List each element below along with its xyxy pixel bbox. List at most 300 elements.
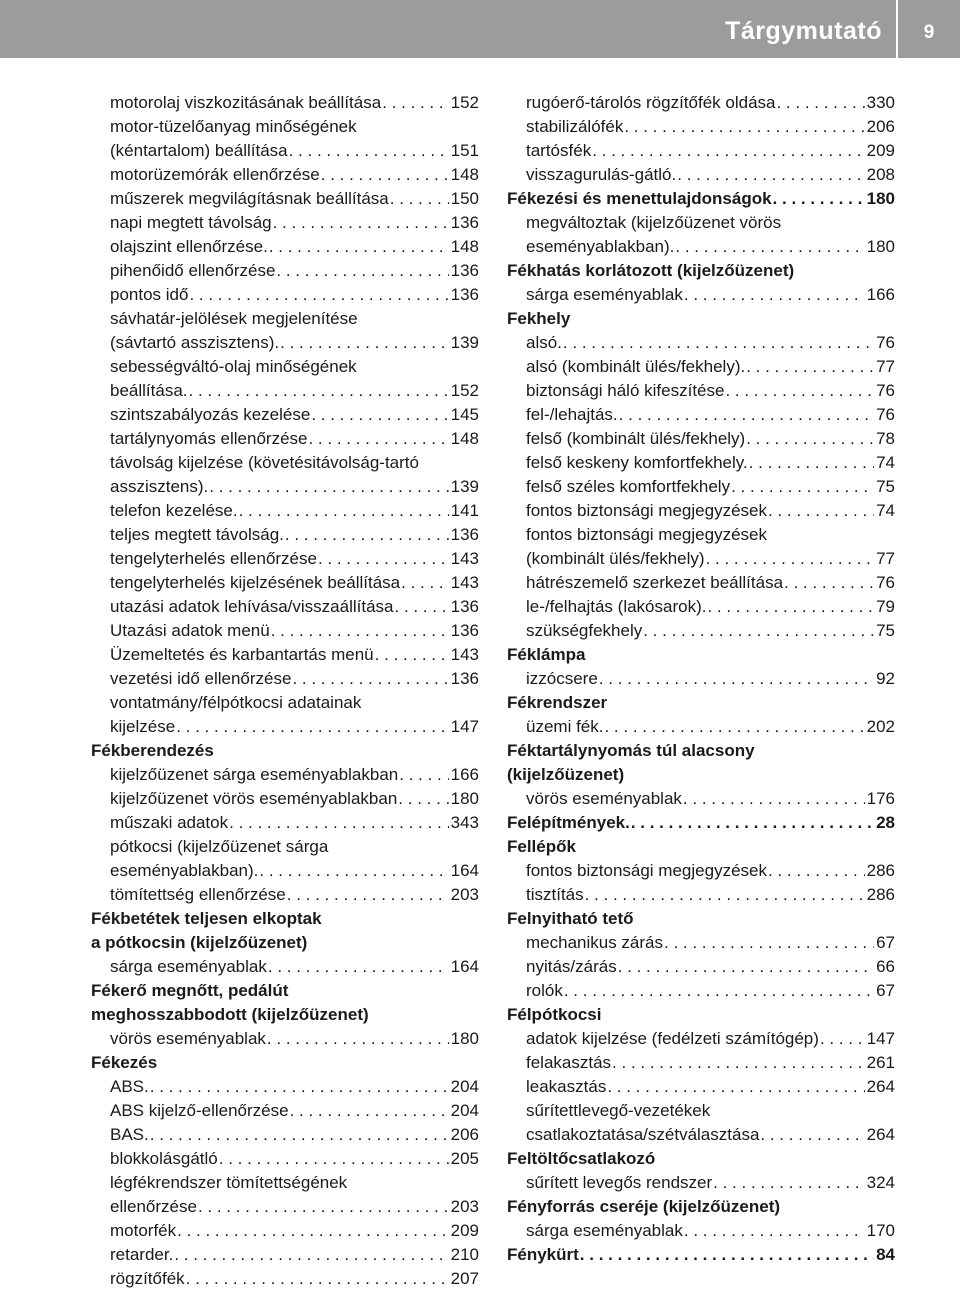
dot-leader: [730, 475, 874, 499]
index-entry: [507, 955, 895, 979]
page-reference: 207: [450, 1269, 479, 1288]
entry-text: napi megtett távolság: [110, 213, 272, 232]
index-entry: [91, 283, 479, 307]
dot-leader: [268, 235, 449, 259]
entry-text: sebességváltó-olaj minőségének: [110, 357, 357, 376]
dot-leader: [584, 883, 865, 907]
index-entry: [91, 643, 479, 667]
entry-text: rögzítőfék: [110, 1269, 185, 1288]
index-entry: [507, 211, 895, 235]
entry-text: Felépítmények.: [507, 813, 630, 832]
entry-text: Féklámpa: [507, 645, 586, 664]
index-entry: [507, 403, 895, 427]
page-reference: 136: [450, 213, 479, 232]
entry-text: Fénykürt: [507, 1245, 579, 1264]
page-reference: 208: [866, 165, 895, 184]
dot-leader: [270, 619, 449, 643]
entry-text: Félpótkocsi: [507, 1005, 602, 1024]
entry-text: vontatmány/félpótkocsi adatainak: [110, 693, 362, 712]
page-reference: 203: [450, 885, 479, 904]
page-reference: 148: [450, 429, 479, 448]
index-heading: [91, 739, 479, 763]
entry-text: sűrítettlevegő-vezetékek: [526, 1101, 711, 1120]
index-entry: [91, 331, 479, 355]
entry-text: olajszint ellenőrzése.: [110, 237, 268, 256]
dot-leader: [310, 403, 448, 427]
index-entry: [91, 1147, 479, 1171]
entry-text: üzemi fék.: [526, 717, 604, 736]
entry-text: Fellépők: [507, 837, 576, 856]
dot-leader: [767, 499, 874, 523]
entry-text: szintszabályozás kezelése: [110, 405, 311, 424]
page-reference: 77: [876, 357, 895, 376]
dot-leader: [767, 859, 865, 883]
entry-text: biztonsági háló kifeszítése: [526, 381, 725, 400]
entry-text: meghosszabbodott (kijelzőüzenet): [91, 1005, 369, 1024]
index-entry: [91, 1267, 479, 1291]
entry-text: nyitás/zárás: [526, 957, 617, 976]
index-column-right: [507, 91, 895, 1267]
index-entry: [91, 307, 479, 331]
index-entry: [507, 451, 895, 475]
entry-text: BAS.: [110, 1125, 149, 1144]
page-reference: 264: [866, 1077, 895, 1096]
entry-text: fontos biztonsági megjegyzések: [526, 501, 767, 520]
entry-text: vörös eseményablak: [526, 789, 682, 808]
page-reference: 75: [876, 477, 895, 496]
entry-text: eseményablakban).: [110, 861, 259, 880]
dot-leader: [291, 667, 448, 691]
entry-text: tömítettség ellenőrzése: [110, 885, 286, 904]
index-heading: [507, 811, 895, 835]
index-entry: [507, 715, 895, 739]
index-heading: [507, 835, 895, 859]
index-entry: [91, 1099, 479, 1123]
index-entry: [91, 859, 479, 883]
page-reference: 148: [450, 237, 479, 256]
entry-text: stabilizálófék: [526, 117, 624, 136]
entry-text: retarder.: [110, 1245, 174, 1264]
dot-leader: [258, 859, 448, 883]
dot-leader: [623, 115, 864, 139]
entry-text: (kijelzőüzenet): [507, 765, 625, 784]
entry-text: adatok kijelzése (fedélzeti számítógép): [526, 1029, 819, 1048]
index-entry: [91, 235, 479, 259]
index-entry: [91, 1123, 479, 1147]
page-reference: 76: [876, 573, 895, 592]
dot-leader: [275, 259, 448, 283]
dot-leader: [284, 523, 449, 547]
dot-leader: [562, 331, 874, 355]
page-reference: 170: [866, 1221, 895, 1240]
dot-leader: [228, 811, 449, 835]
dot-leader: [397, 787, 448, 811]
entry-text: Féktartálynyomás túl alacsony: [507, 741, 755, 760]
entry-text: megváltoztak (kijelzőüzenet vörös: [526, 213, 782, 232]
dot-leader: [185, 1267, 449, 1291]
dot-leader: [759, 1123, 864, 1147]
page-reference: 261: [866, 1053, 895, 1072]
index-entry: [91, 619, 479, 643]
dot-leader: [705, 547, 875, 571]
page-reference: 180: [450, 1029, 479, 1048]
entry-text: (kombinált ülés/fekhely): [526, 549, 705, 568]
index-entry: [91, 1075, 479, 1099]
entry-text: hátrészemelő szerkezet beállítása: [526, 573, 784, 592]
index-entry: [91, 211, 479, 235]
dot-leader: [772, 187, 865, 211]
entry-text: sávhatár-jelölések megjelenítése: [110, 309, 358, 328]
index-entry: [91, 763, 479, 787]
entry-text: vezetési idő ellenőrzése: [110, 669, 292, 688]
page-reference: 76: [876, 381, 895, 400]
index-entry: [507, 355, 895, 379]
page-reference: 139: [450, 477, 479, 496]
page-reference: 166: [450, 765, 479, 784]
dot-leader: [286, 883, 449, 907]
index-entry: [507, 475, 895, 499]
index-entry: [507, 331, 895, 355]
index-entry: [91, 379, 479, 403]
entry-text: pontos idő: [110, 285, 189, 304]
dot-leader: [149, 1123, 449, 1147]
dot-leader: [712, 1171, 864, 1195]
page-header: [0, 0, 960, 58]
dot-leader: [598, 667, 874, 691]
entry-text: teljes megtett távolság.: [110, 525, 284, 544]
entry-text: Felnyitható tető: [507, 909, 634, 928]
entry-text: pótkocsi (kijelzőüzenet sárga: [110, 837, 329, 856]
dot-leader: [176, 1219, 448, 1243]
entry-text: ABS.: [110, 1077, 149, 1096]
index-entry: [507, 571, 895, 595]
page-reference: 205: [450, 1149, 479, 1168]
dot-leader: [289, 1099, 449, 1123]
index-entry: [507, 787, 895, 811]
dot-leader: [389, 187, 449, 211]
index-entry: [91, 811, 479, 835]
entry-text: asszisztens).: [110, 477, 209, 496]
page-reference: 28: [876, 813, 895, 832]
entry-text: kijelzőüzenet sárga eseményablakban: [110, 765, 399, 784]
index-heading: [507, 1243, 895, 1267]
page-reference: 180: [450, 789, 479, 808]
page-reference: 74: [876, 501, 895, 520]
entry-text: tartósfék: [526, 141, 592, 160]
index-entry: [507, 163, 895, 187]
entry-text: izzócsere: [526, 669, 598, 688]
dot-leader: [676, 163, 864, 187]
page-reference: 84: [876, 1245, 895, 1264]
index-heading: [507, 763, 895, 787]
page-reference: 180: [866, 237, 895, 256]
index-heading: [507, 907, 895, 931]
index-column-left: [91, 91, 479, 1291]
index-entry: [507, 1123, 895, 1147]
entry-text: kijelzése: [110, 717, 176, 736]
page-reference: 66: [876, 957, 895, 976]
page-reference: 147: [450, 717, 479, 736]
index-entry: [91, 139, 479, 163]
dot-leader: [579, 1243, 874, 1267]
index-entry: [91, 91, 479, 115]
index-heading: [91, 979, 479, 1003]
entry-text: rugóerő-tárolós rögzítőfék oldása: [526, 93, 776, 112]
index-entry: [507, 235, 895, 259]
page-reference: 77: [876, 549, 895, 568]
index-entry: [91, 427, 479, 451]
dot-leader: [783, 571, 874, 595]
entry-text: Feltöltőcsatlakozó: [507, 1149, 656, 1168]
index-entry: [507, 1027, 895, 1051]
dot-leader: [374, 643, 449, 667]
entry-text: sárga eseményablak: [110, 957, 267, 976]
index-entry: [507, 931, 895, 955]
index-entry: [91, 475, 479, 499]
entry-text: ABS kijelző-ellenőrzése: [110, 1101, 289, 1120]
entry-text: műszerek megvilágításnak beállítása: [110, 189, 389, 208]
index-entry: [507, 1171, 895, 1195]
index-entry: [507, 1051, 895, 1075]
entry-text: Fényforrás cseréje (kijelzőüzenet): [507, 1197, 781, 1216]
entry-text: fel-/lehajtás.: [526, 405, 618, 424]
index-entry: [91, 355, 479, 379]
index-entry: [91, 595, 479, 619]
dot-leader: [398, 763, 448, 787]
entry-text: mechanikus zárás: [526, 933, 664, 952]
dot-leader: [683, 1219, 865, 1243]
page-reference: 206: [450, 1125, 479, 1144]
index-heading: [507, 1003, 895, 1027]
dot-leader: [307, 427, 448, 451]
dot-leader: [173, 1243, 448, 1267]
entry-text: Fékezés: [91, 1053, 158, 1072]
entry-text: Fékrendszer: [507, 693, 608, 712]
dot-leader: [683, 283, 865, 307]
dot-leader: [674, 235, 864, 259]
page-reference: 143: [450, 645, 479, 664]
dot-leader: [218, 1147, 449, 1171]
page-reference: 209: [450, 1221, 479, 1240]
dot-leader: [724, 379, 874, 403]
dot-leader: [745, 427, 874, 451]
entry-text: tartálynyomás ellenőrzése: [110, 429, 308, 448]
entry-text: Utazási adatok menü: [110, 621, 270, 640]
entry-text: motorfék: [110, 1221, 177, 1240]
entry-text: (kéntartalom) beállítása: [110, 141, 288, 160]
index-entry: [91, 1195, 479, 1219]
entry-text: szükségfekhely: [526, 621, 643, 640]
entry-text: leakasztás: [526, 1077, 607, 1096]
index-heading: [507, 643, 895, 667]
index-heading: [507, 307, 895, 331]
entry-text: sűrített levegős rendszer: [526, 1173, 713, 1192]
entry-text: vörös eseményablak: [110, 1029, 266, 1048]
entry-text: alsó.: [526, 333, 562, 352]
index-entry: [507, 91, 895, 115]
page-reference: 264: [866, 1125, 895, 1144]
index-entry: [507, 595, 895, 619]
entry-text: pihenőidő ellenőrzése: [110, 261, 276, 280]
page-reference: 67: [876, 981, 895, 1000]
entry-text: légfékrendszer tömítettségének: [110, 1173, 348, 1192]
page-reference: 330: [866, 93, 895, 112]
index-entry: [91, 115, 479, 139]
entry-text: felső keskeny komfortfekhely.: [526, 453, 748, 472]
dot-leader: [317, 547, 449, 571]
page-reference: 152: [450, 93, 479, 112]
dot-leader: [175, 715, 448, 739]
entry-text: motorolaj viszkozitásának beállítása: [110, 93, 382, 112]
entry-text: távolság kijelzése (követésitávolság-tartó: [110, 453, 419, 472]
entry-text: felakasztás: [526, 1053, 612, 1072]
index-heading: [91, 1051, 479, 1075]
entry-text: felső (kombinált ülés/fekhely): [526, 429, 746, 448]
entry-text: a pótkocsin (kijelzőüzenet): [91, 933, 308, 952]
entry-text: motor-tüzelőanyag minőségének: [110, 117, 357, 136]
page-reference: 206: [866, 117, 895, 136]
index-entry: [507, 283, 895, 307]
index-entry: [91, 259, 479, 283]
entry-text: Fékerő megnőtt, pedálút: [91, 981, 289, 1000]
dot-leader: [706, 595, 874, 619]
entry-text: csatlakoztatása/szétválasztása: [526, 1125, 760, 1144]
index-entry: [507, 379, 895, 403]
dot-leader: [149, 1075, 449, 1099]
entry-text: Fekhely: [507, 309, 571, 328]
entry-text: visszagurulás-gátló.: [526, 165, 677, 184]
index-entry: [91, 1243, 479, 1267]
index-entry: [91, 187, 479, 211]
entry-text: fontos biztonsági megjegyzések: [526, 861, 767, 880]
page-reference: 164: [450, 861, 479, 880]
dot-leader: [266, 1027, 449, 1051]
dot-leader: [775, 91, 864, 115]
index-heading: [507, 259, 895, 283]
entry-text: ellenőrzése: [110, 1197, 197, 1216]
dot-leader: [603, 715, 864, 739]
dot-leader: [320, 163, 449, 187]
page-reference: 286: [866, 861, 895, 880]
entry-text: Üzemeltetés és karbantartás menü: [110, 645, 374, 664]
page-reference: 139: [450, 333, 479, 352]
page-reference: 143: [450, 573, 479, 592]
page-reference: 164: [450, 957, 479, 976]
page-reference: 152: [450, 381, 479, 400]
entry-text: kijelzőüzenet vörös eseményablakban: [110, 789, 398, 808]
page-reference: 136: [450, 597, 479, 616]
entry-text: fontos biztonsági megjegyzések: [526, 525, 767, 544]
entry-text: beállítása.: [110, 381, 188, 400]
index-entry: [91, 1171, 479, 1195]
index-entry: [91, 403, 479, 427]
index-entry: [507, 883, 895, 907]
page-reference: 209: [866, 141, 895, 160]
dot-leader: [208, 475, 448, 499]
entry-text: eseményablakban).: [526, 237, 675, 256]
dot-leader: [618, 403, 874, 427]
entry-text: telefon kezelése.: [110, 501, 238, 520]
page-reference: 147: [866, 1029, 895, 1048]
entry-text: tengelyterhelés kijelzésének beállítása: [110, 573, 401, 592]
page-reference: 136: [450, 261, 479, 280]
page-reference: 204: [450, 1101, 479, 1120]
dot-leader: [272, 211, 449, 235]
entry-text: utazási adatok lehívása/visszaállítása: [110, 597, 394, 616]
page-reference: 286: [866, 885, 895, 904]
index-entry: [507, 1219, 895, 1243]
dot-leader: [617, 955, 874, 979]
page-reference: 92: [876, 669, 895, 688]
index-heading: [91, 1003, 479, 1027]
dot-leader: [400, 571, 449, 595]
index-entry: [91, 523, 479, 547]
dot-leader: [682, 787, 865, 811]
page-reference: 166: [866, 285, 895, 304]
index-entry: [91, 715, 479, 739]
dot-leader: [591, 139, 864, 163]
index-entry: [91, 547, 479, 571]
dot-leader: [819, 1027, 865, 1051]
page-reference: 151: [450, 141, 479, 160]
dot-leader: [381, 91, 448, 115]
entry-text: tisztítás: [526, 885, 584, 904]
page-reference: 67: [876, 933, 895, 952]
entry-text: (sávtartó asszisztens).: [110, 333, 280, 352]
index-heading: [507, 739, 895, 763]
dot-leader: [188, 283, 448, 307]
entry-text: Fékezési és menettulajdonságok: [507, 189, 772, 208]
index-entry: [507, 859, 895, 883]
page-reference: 136: [450, 669, 479, 688]
entry-text: alsó (kombinált ülés/fekhely).: [526, 357, 746, 376]
entry-text: Fékbetétek teljesen elkoptak: [91, 909, 322, 928]
index-entry: [91, 691, 479, 715]
index-entry: [507, 547, 895, 571]
index-entry: [91, 163, 479, 187]
page-reference: 210: [450, 1245, 479, 1264]
page-reference: 150: [450, 189, 479, 208]
entry-text: le-/felhajtás (lakósarok).: [526, 597, 707, 616]
entry-text: Fékberendezés: [91, 741, 214, 760]
dot-leader: [288, 139, 449, 163]
index-entry: [91, 835, 479, 859]
entry-text: műszaki adatok: [110, 813, 229, 832]
page-reference: 202: [866, 717, 895, 736]
dot-leader: [606, 1075, 864, 1099]
dot-leader: [663, 931, 874, 955]
dot-leader: [197, 1195, 449, 1219]
index-entry: [507, 1075, 895, 1099]
dot-leader: [745, 355, 874, 379]
index-entry: [507, 619, 895, 643]
index-entry: [507, 667, 895, 691]
dot-leader: [748, 451, 874, 475]
index-heading: [507, 691, 895, 715]
entry-text: sárga eseményablak: [526, 285, 683, 304]
dot-leader: [630, 811, 874, 835]
entry-text: felső széles komfortfekhely: [526, 477, 731, 496]
dot-leader: [267, 955, 449, 979]
section-title: Tárgymutató: [725, 17, 882, 45]
page-reference: 75: [876, 621, 895, 640]
page-number: 9: [923, 22, 935, 43]
index-entry: [507, 427, 895, 451]
page-reference: 343: [450, 813, 479, 832]
index-entry: [507, 499, 895, 523]
entry-text: tengelyterhelés ellenőrzése: [110, 549, 317, 568]
index-entry: [91, 1219, 479, 1243]
